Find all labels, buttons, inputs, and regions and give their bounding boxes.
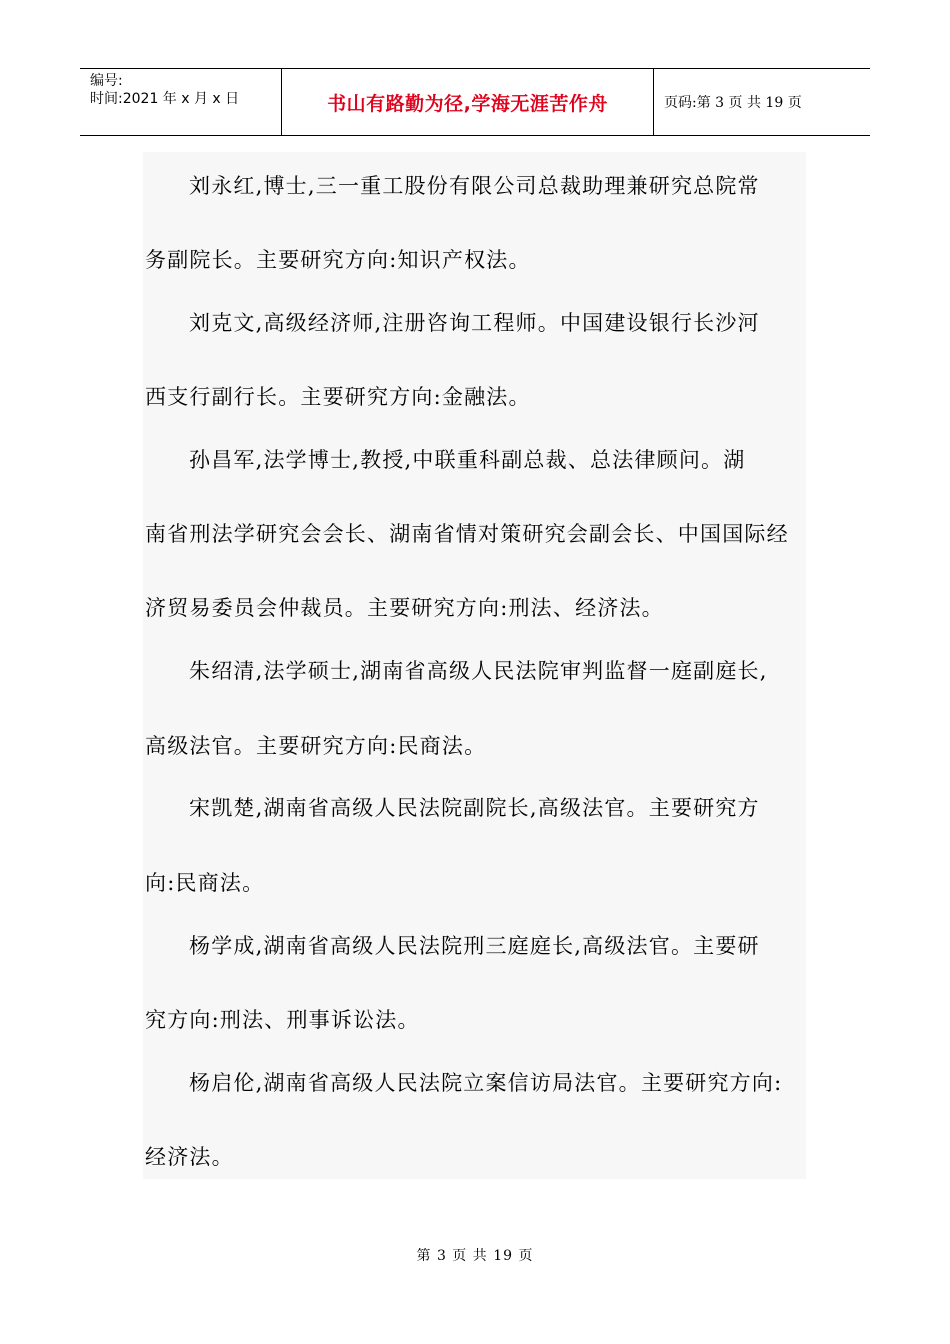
body-line: 向:民商法。	[145, 871, 265, 895]
body-line: 宋凯楚,湖南省高级人民法院副院长,高级法官。主要研究方	[189, 796, 760, 820]
header-motto: 书山有路勤为径,学海无涯苦作舟	[282, 69, 654, 135]
page-header	[80, 68, 870, 136]
header-meta	[80, 69, 282, 135]
body-line: 南省刑法学研究会会长、湖南省情对策研究会副会长、中国国际经	[145, 522, 789, 546]
body-line: 刘克文,高级经济师,注册咨询工程师。中国建设银行长沙河	[189, 311, 760, 335]
body-line: 务副院长。主要研究方向:知识产权法。	[145, 248, 531, 272]
header-page-info: 页码:第 3 页 共 19 页	[664, 95, 802, 111]
body-line: 经济法。	[145, 1145, 234, 1169]
body-line: 西支行副行长。主要研究方向:金融法。	[145, 385, 531, 409]
body-line: 杨启伦,湖南省高级人民法院立案信访局法官。主要研究方向:	[189, 1071, 783, 1095]
body-line: 高级法官。主要研究方向:民商法。	[145, 734, 487, 758]
body-line: 杨学成,湖南省高级人民法院刑三庭庭长,高级法官。主要研	[189, 934, 760, 958]
page-footer: 第 3 页 共 19 页	[416, 1248, 534, 1264]
body-line: 朱绍清,法学硕士,湖南省高级人民法院审判监督一庭副庭长,	[189, 659, 768, 683]
document-number-label: 编号:	[90, 73, 123, 89]
body-line: 孙昌军,法学博士,教授,中联重科副总裁、总法律顾问。湖	[189, 448, 746, 472]
document-time-label: 时间:2021 年 x 月 x 日	[90, 91, 240, 107]
body-line: 济贸易委员会仲裁员。主要研究方向:刑法、经济法。	[145, 596, 664, 620]
document-body	[143, 152, 806, 1179]
body-line: 究方向:刑法、刑事诉讼法。	[145, 1008, 420, 1032]
body-line: 刘永红,博士,三一重工股份有限公司总裁助理兼研究总院常	[189, 174, 760, 198]
